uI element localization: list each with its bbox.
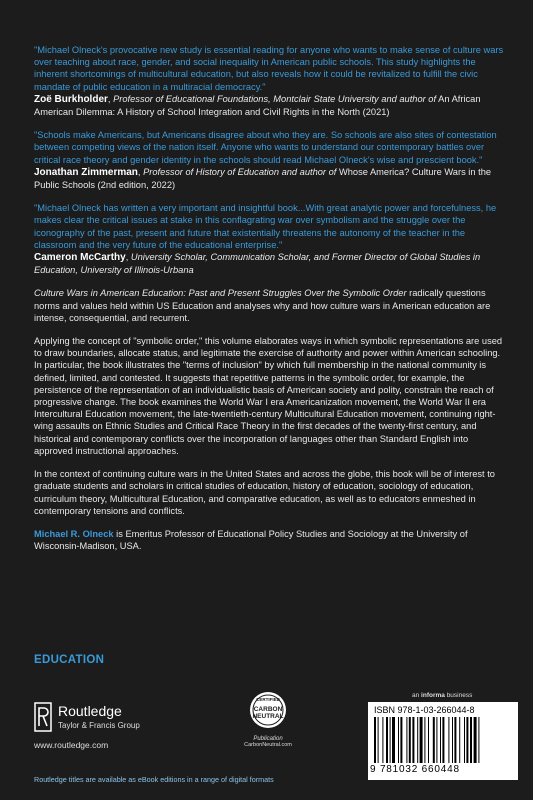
endorser-role: University Scholar, Communication Scholar, and Former Director of Global Studies in Education, University of Illinois-Urbana [34, 252, 481, 276]
barcode-bar [454, 717, 456, 763]
endorser-name: Zoë Burkholder [34, 93, 108, 105]
barcode-bar [459, 717, 460, 763]
intro-text: radically questions norms and values held within US Education and analyses why and how culture wars in American education are intense, consequential, and recurrent. [34, 288, 491, 323]
endorsement-quote: "Michael Olneck has written a very important and insightful book...With great analytic power and forcefulness, he makes clear the critical issues at stake in this conflagrating war over symbolism and the struggle over the iconography of the past, present and future that existentially threatens the autonomy of the teacher in the classroom and the very future of the educational enterprise." [34, 203, 497, 250]
barcode-bar [382, 717, 383, 763]
isbn-label: ISBN 978-1-03-266044-8 [374, 705, 475, 715]
barcode-bar [374, 717, 376, 763]
routledge-r-icon [34, 702, 52, 732]
informa-suffix: business [444, 692, 473, 699]
carbon-top: CERTIFIED [256, 697, 280, 702]
barcode-bar [470, 717, 472, 763]
barcode-bar [398, 717, 399, 763]
barcode-bar [400, 717, 402, 763]
endorser-name: Jonathan Zimmerman [34, 166, 138, 178]
endorser-role: Professor of History of Education and author of [143, 166, 337, 177]
endorsement-attribution: Cameron McCarthy, University Scholar, Communication Scholar, and Former Director of Global Studies in Education, University of Illinois-Urbana [34, 252, 481, 276]
barcode-bar [378, 717, 379, 763]
barcode-number: 9 781032 660448 [370, 764, 460, 775]
barcode-bar [417, 717, 418, 763]
barcode-bars-icon [374, 717, 508, 763]
endorser-name: Cameron McCarthy [34, 252, 126, 264]
barcode-bar [420, 717, 423, 763]
publisher-group: Taylor & Francis Group [58, 721, 140, 730]
barcode-bar [392, 717, 395, 763]
informa-business-label [412, 692, 472, 699]
author-bio [34, 528, 504, 552]
barcode-bar [474, 717, 477, 763]
endorser-role: Professor of Educational Foundations, Montclair State University and author of [113, 93, 437, 104]
publisher-name: Routledge [58, 703, 122, 719]
barcode-bar [409, 717, 411, 763]
barcode-bar [452, 717, 453, 763]
author-name: Michael R. Olneck [34, 528, 114, 539]
barcode-bar [478, 717, 479, 763]
barcode-bar [390, 717, 391, 763]
endorsement-2 [34, 129, 504, 191]
barcode-bar [448, 717, 449, 763]
carbon-url: CarbonNeutral.com [244, 742, 292, 748]
barcode-bar [442, 717, 444, 763]
barcode-bar [440, 717, 441, 763]
barcode-bar [466, 717, 468, 763]
informa-prefix: an [412, 692, 422, 699]
barcode-bar [424, 717, 425, 763]
carbon-neutral-badge [228, 690, 308, 756]
endorsement-3 [34, 202, 504, 276]
endorser-work: An African American Dilemma: A History of School Integration and Civil Rights in the North (2021) [34, 93, 481, 118]
carbon-publication-label: Publication [253, 736, 283, 742]
endorsement-attribution: Zoë Burkholder, Professor of Educational Foundations, Montclair State University and author of An African American Dilemma: A History of School Integration and Civil Rights in the North (2021) [34, 93, 481, 118]
endorsement-1 [34, 44, 504, 118]
endorsement-attribution: Jonathan Zimmerman, Professor of History of Education and author of Whose America? Culture Wars in the Public Schools (2nd edition, 2022) [34, 166, 492, 191]
barcode-bar [436, 717, 437, 763]
subject-category: EDUCATION [34, 654, 105, 666]
endorser-work: Whose America? Culture Wars in the Public Schools (2nd edition, 2022) [34, 166, 492, 191]
barcode-bar [406, 717, 407, 763]
endorsement-quote: "Schools make Americans, but Americans disagree about who they are. So schools are also sites of contestation between competing views of the nation itself. Anyone who wants to understand our contemporary battles over critical race theory and gender identity in the schools should read Michael Olneck's wise and prescient book." [34, 130, 497, 165]
publisher-logo [34, 700, 184, 740]
barcode-bar [433, 717, 435, 763]
author-bio-text: is Emeritus Professor of Educational Policy Studies and Sociology at the University of Wisconsin-Madison, USA. [34, 528, 468, 552]
book-title: Culture Wars in American Education: Past and Present Struggles Over the Symbolic Order [34, 288, 407, 299]
cover-text [34, 44, 504, 563]
barcode-bar [386, 717, 388, 763]
barcode-bar [412, 717, 414, 763]
barcode [368, 702, 518, 780]
publisher-url[interactable]: www.routledge.com [34, 740, 109, 750]
endorsement-quote: "Michael Olneck's provocative new study is essential reading for anyone who wants to make sense of culture wars over teaching about race, gender, and social inequality in American public schools. This study highlights the inherent shortcomings of multicultural education, but also reveals how it could be revitalized to fulfill the civic mandate of public education in a multiracial democracy." [34, 45, 504, 92]
carbon-neutral-icon [248, 690, 288, 730]
description-audience: In the context of continuing culture wars in the United States and across the globe, this book will be of interest to graduate students and scholars in critical studies of education, history of education, sociology of education, curriculum theory, Multicultural Education, and comparative education, as well as to educators enmeshed in contemporary tensions and conflicts. [34, 469, 495, 516]
barcode-bar [464, 717, 465, 763]
informa-brand: informa [421, 692, 445, 699]
ebook-note: Routledge titles are available as eBook editions in a range of digital formats [34, 775, 274, 784]
description-body: Applying the concept of "symbolic order," this volume elaborates ways in which symbolic representations are used to draw boundaries, allocate status, and legitimate the exercise of authority and power within American schooling. In particular, the book illustrates the "terms of inclusion" by which full membership in the national community is defined, limited, and contested. It suggests that repetitive patterns in the symbolic order, for example, the persistence of the representation of an individualistic basis of American society and polity, constrain the reach of progressive change. The book examines the World War I era Americanization movement, the World War II era Intercultural Education movement, the late-twentieth-century Multicultural Education movement, continuing right-wing assaults on Ethnic Studies and Critical Race Theory in the first decades of the twenty-first century, and historical and contemporary conflicts over the incorporation of languages other than Standard English into approved instructional approaches. [34, 336, 503, 456]
description-intro [34, 287, 504, 324]
carbon-line1: CARBON [253, 706, 283, 713]
carbon-line2: NEUTRAL [252, 713, 284, 720]
barcode-bar [428, 717, 429, 763]
